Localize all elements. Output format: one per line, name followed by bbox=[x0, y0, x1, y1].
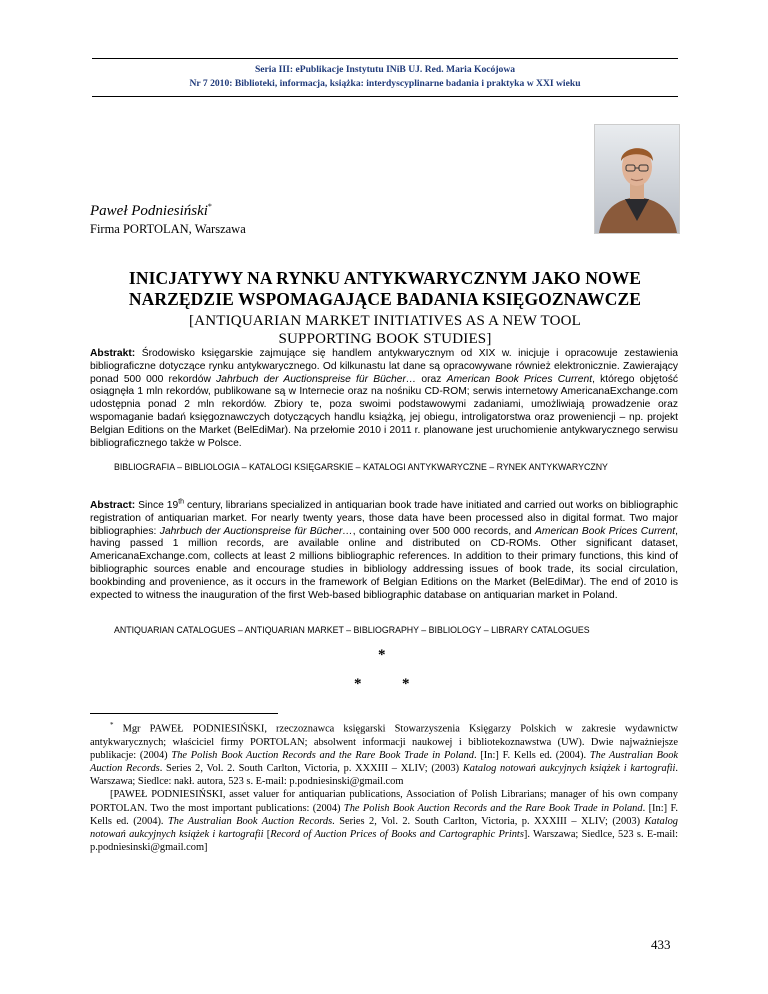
asterisk: * bbox=[402, 676, 410, 692]
keywords-polish: BIBLIOGRAFIA – BIBLIOLOGIA – KATALOGI KSIĘGARSKIE – KATALOGI ANTYKWARYCZNE – RYNEK ANTYKWARYCZNY bbox=[114, 462, 608, 472]
abstract-label: Abstract: bbox=[90, 500, 136, 511]
abstract-label: Abstrakt: bbox=[90, 348, 136, 359]
keywords-english: ANTIQUARIAN CATALOGUES – ANTIQUARIAN MARKET – BIBLIOGRAPHY – BIBLIOLOGY – LIBRARY CATALOGUES bbox=[114, 625, 590, 635]
series-header bbox=[92, 58, 678, 97]
asterisk: * bbox=[354, 676, 362, 692]
author-footnote-mark: * bbox=[207, 202, 212, 211]
author-block bbox=[90, 198, 246, 237]
author-footnote bbox=[90, 719, 678, 855]
title-english: [ANTIQUARIAN MARKET INITIATIVES AS A NEW TOOL SUPPORTING BOOK STUDIES] bbox=[188, 313, 582, 347]
series-line-1: Seria III: ePublikacje Instytutu INiB UJ. Red. Maria Kocójowa bbox=[254, 64, 516, 75]
title-polish: INICJATYWY NA RYNKU ANTYKWARYCZNYM JAKO NOWE NARZĘDZIE WSPOMAGAJĄCE BADANIA KSIĘGOZNAWCZE bbox=[128, 268, 642, 309]
abstract-polish: Abstrakt: Środowisko księgarskie zajmujące się handlem antykwarycznym od XIX w. inicjuje i opracowuje zestawienia bibliograficzne dotyczące rynku antykwarycznego. Od kilkunastu lat dane są opracowywane również elektronicznie. Zawierający ponad 500 000 rekordów Jahrbuch der Auctionspreise für Bücher… oraz American Book Prices Current, którego objętość osiągnęła 1 mln rekordów, publikowane są w Internecie oraz na nośniku CD-ROM; serwis internetowy AmericanaExchange.com udostępnia ponad 2 mln rekordów. Zbiory te, poza swoimi podstawowymi zadaniami, umożliwiają prowadzenie oraz wspomaganie badań księgoznawczych dotyczących handlu książką, jej obiegu, introligatorstwa oraz proweniencji – np. projekt Belgian Editions on the Market (BelEdiMar). Na przełomie 2010 i 2011 r. planowane jest uruchomienie antykwarycznego serwisu bibliograficznego także w Polsce. bbox=[90, 348, 678, 449]
author-portrait-image bbox=[595, 125, 679, 233]
footnote-polish: * Mgr PAWEŁ PODNIESIŃSKI, rzeczoznawca księgarski Stowarzyszenia Księgarzy Polskich w zakresie wydawnictw antykwarycznych; właściciel firmy PORTOLAN; absolwent informacji naukowej i bibliotekoznawstwa (UW). Dwie najważniejsze publikacje: (2004) The Polish Book Auction Records and the Rare Book Trade in Poland. [In:] F. Kells ed. (2004). The Australian Book Auction Records. Series 2, Vol. 2. South Carlton, Victoria, p. XXXIII – XLIV; (2003) Katalog notowań aukcyjnych książek i kartografii. Warszawa; Siedlce: nakł. autora, 523 s. E-mail: p.podniesinski@gmail.com bbox=[90, 721, 679, 788]
footnote-divider bbox=[90, 713, 278, 714]
article-title bbox=[92, 268, 678, 348]
author-name: Paweł Podniesiński* bbox=[90, 202, 212, 219]
asterisk: * bbox=[378, 647, 386, 663]
series-line-2: Nr 7 2010: Biblioteki, informacja, książka: interdyscyplinarne badania i praktyka w XXI wieku bbox=[189, 78, 581, 89]
author-affiliation: Firma PORTOLAN, Warszawa bbox=[90, 222, 246, 236]
abstract-english: Abstract: Since 19th century, librarians specialized in antiquarian book trade have initiated and carried out works on bibliographic registration of antiquarian market. For nearly twenty years, those data have been processed also in digital format. Two major bibliographies: Jahrbuch der Auctionspreise für Bücher…, containing over 500 000 records, and American Book Prices Current, having passed 1 million records, are available online and distributed on CD-ROMs. Other significant dataset, AmericanaExchange.com, collects at least 2 millions bibliographic references. In addition to their primary functions, this kind of bibliographic sources enable and encourage studies in bibliology addressing issues of book trade, its social circulation, bookbinding and provenience, as it occurs in the framework of Belgian Editions on the Market (BelEdiMar). The end of 2010 is expected to witness the inauguration of the first Web-based bibliographic database on antiquarian market in Poland. bbox=[90, 498, 678, 601]
author-photo bbox=[594, 124, 680, 234]
page-number: 433 bbox=[651, 937, 671, 952]
footnote-english: [PAWEŁ PODNIESIŃSKI, asset valuer for antiquarian publications, Association of Polish Librarians; manager of his own company PORTOLAN. Two the most important publications: (2004) The Polish Book Auction Records and the Rare Book Trade in Poland. [In:] F. Kells ed. (2004). The Australian Book Auction Records. Series 2, Vol. 2. South Carlton, Victoria, p. XXXIII – XLIV; (2003) Katalog notowań aukcyjnych książek i kartografii [Record of Auction Prices of Books and Cartographic Prints]. Warszawa; Siedlce, 523 s. E-mail: p.podniesinski@gmail.com] bbox=[90, 789, 678, 854]
